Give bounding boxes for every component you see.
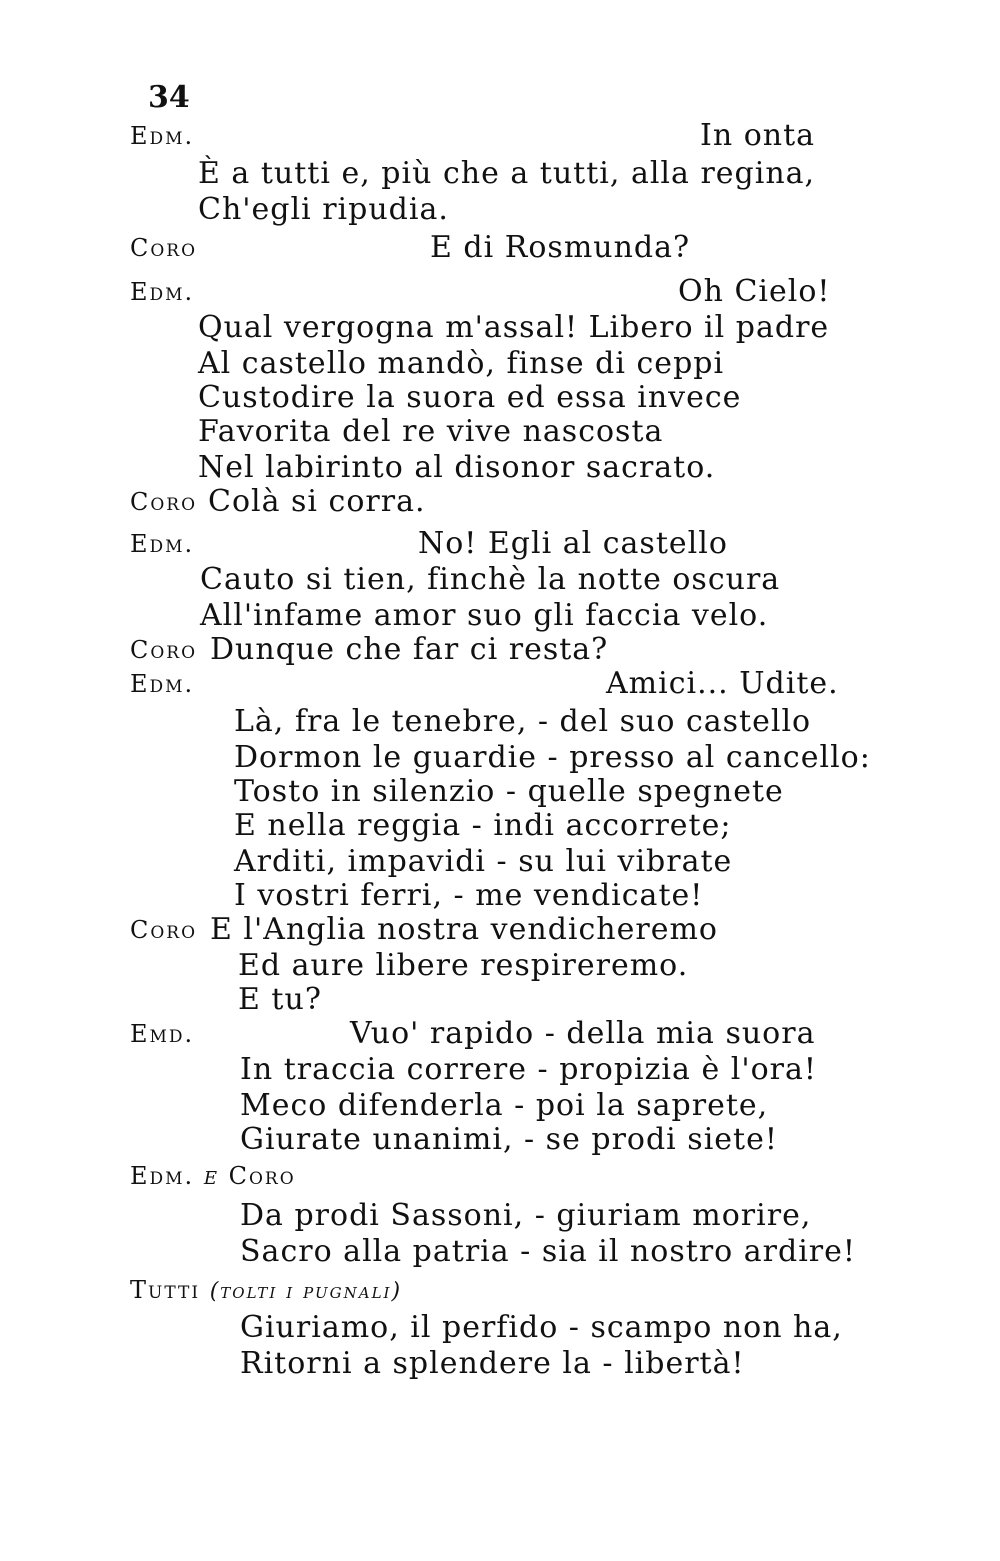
verse-line: Giuriamo, il perfido - scampo non ha, [240,1310,843,1345]
speaker-label: Coro [130,636,198,664]
verse-line: Favorita del re vive nascosta [198,414,664,449]
verse-line: Custodire la suora ed essa invece [198,380,742,415]
verse-line: È a tutti e, più che a tutti, alla regina, [198,156,816,191]
page-number: 34 [148,80,190,115]
verse-line: Cauto si tien, finchè la notte oscura [200,562,781,597]
speaker-label: Edm. [130,670,195,698]
stage-direction: (tolti i pugnali) [209,1279,403,1304]
verse-line: All'infame amor suo gli faccia velo. [200,598,769,633]
speaker-conjunction: e [203,1161,219,1191]
speaker-label [130,1158,296,1194]
verse-line: E di Rosmunda? [430,230,691,265]
speaker-label: Coro [130,488,198,516]
verse-line: Oh Cielo! [678,274,831,309]
verse-line: Nel labirinto al disonor sacrato. [198,450,716,485]
verse-line: E tu? [238,982,322,1017]
speaker-label: Emd. [130,1020,195,1048]
verse-line: I vostri ferri, - me vendicate! [234,878,704,913]
verse-line: Amici... Udite. [606,666,839,701]
verse-line: Arditi, impavidi - su lui vibrate [234,844,733,879]
verse-line: Meco difenderla - poi la saprete, [240,1088,769,1123]
verse-line: Qual vergogna m'assal! Libero il padre [198,310,830,345]
verse-line: Ch'egli ripudia. [198,192,449,227]
speaker-label-primary: Tutti [130,1276,201,1304]
speaker-label: Coro [130,916,198,944]
speaker-label [130,1272,402,1310]
speaker-label: Edm. [130,530,195,558]
verse-line: Al castello mandò, finse di ceppi [198,346,725,381]
verse-line: E nella reggia - indi accorrete; [234,808,732,843]
verse-line: Colà si corra. [208,484,426,519]
verse-line: Vuo' rapido - della mia suora [350,1016,816,1051]
verse-line: Sacro alla patria - sia il nostro ardire! [240,1234,856,1269]
speaker-label: Coro [130,234,198,262]
verse-line: Giurate unanimi, - se prodi siete! [240,1122,778,1157]
speaker-label-primary: Edm. [130,1162,195,1190]
verse-line: In onta [700,118,816,153]
verse-line: E l'Anglia nostra vendicheremo [210,912,718,947]
verse-line: Ed aure libere respireremo. [238,948,689,983]
verse-line: In traccia correre - propizia è l'ora! [240,1052,817,1087]
verse-line: Dormon le guardie - presso al cancello: [234,740,871,775]
verse-line: Ritorni a splendere la - libertà! [240,1346,745,1381]
verse-line: No! Egli al castello [418,526,728,561]
verse-line: Da prodi Sassoni, - giuriam morire, [240,1198,812,1233]
verse-line: Tosto in silenzio - quelle spegnete [234,774,784,809]
speaker-label: Edm. [130,122,195,150]
speaker-label-secondary: Coro [228,1162,296,1190]
speaker-label: Edm. [130,278,195,306]
verse-line: Dunque che far ci resta? [210,632,609,667]
verse-line: Là, fra le tenebre, - del suo castello [234,704,812,739]
